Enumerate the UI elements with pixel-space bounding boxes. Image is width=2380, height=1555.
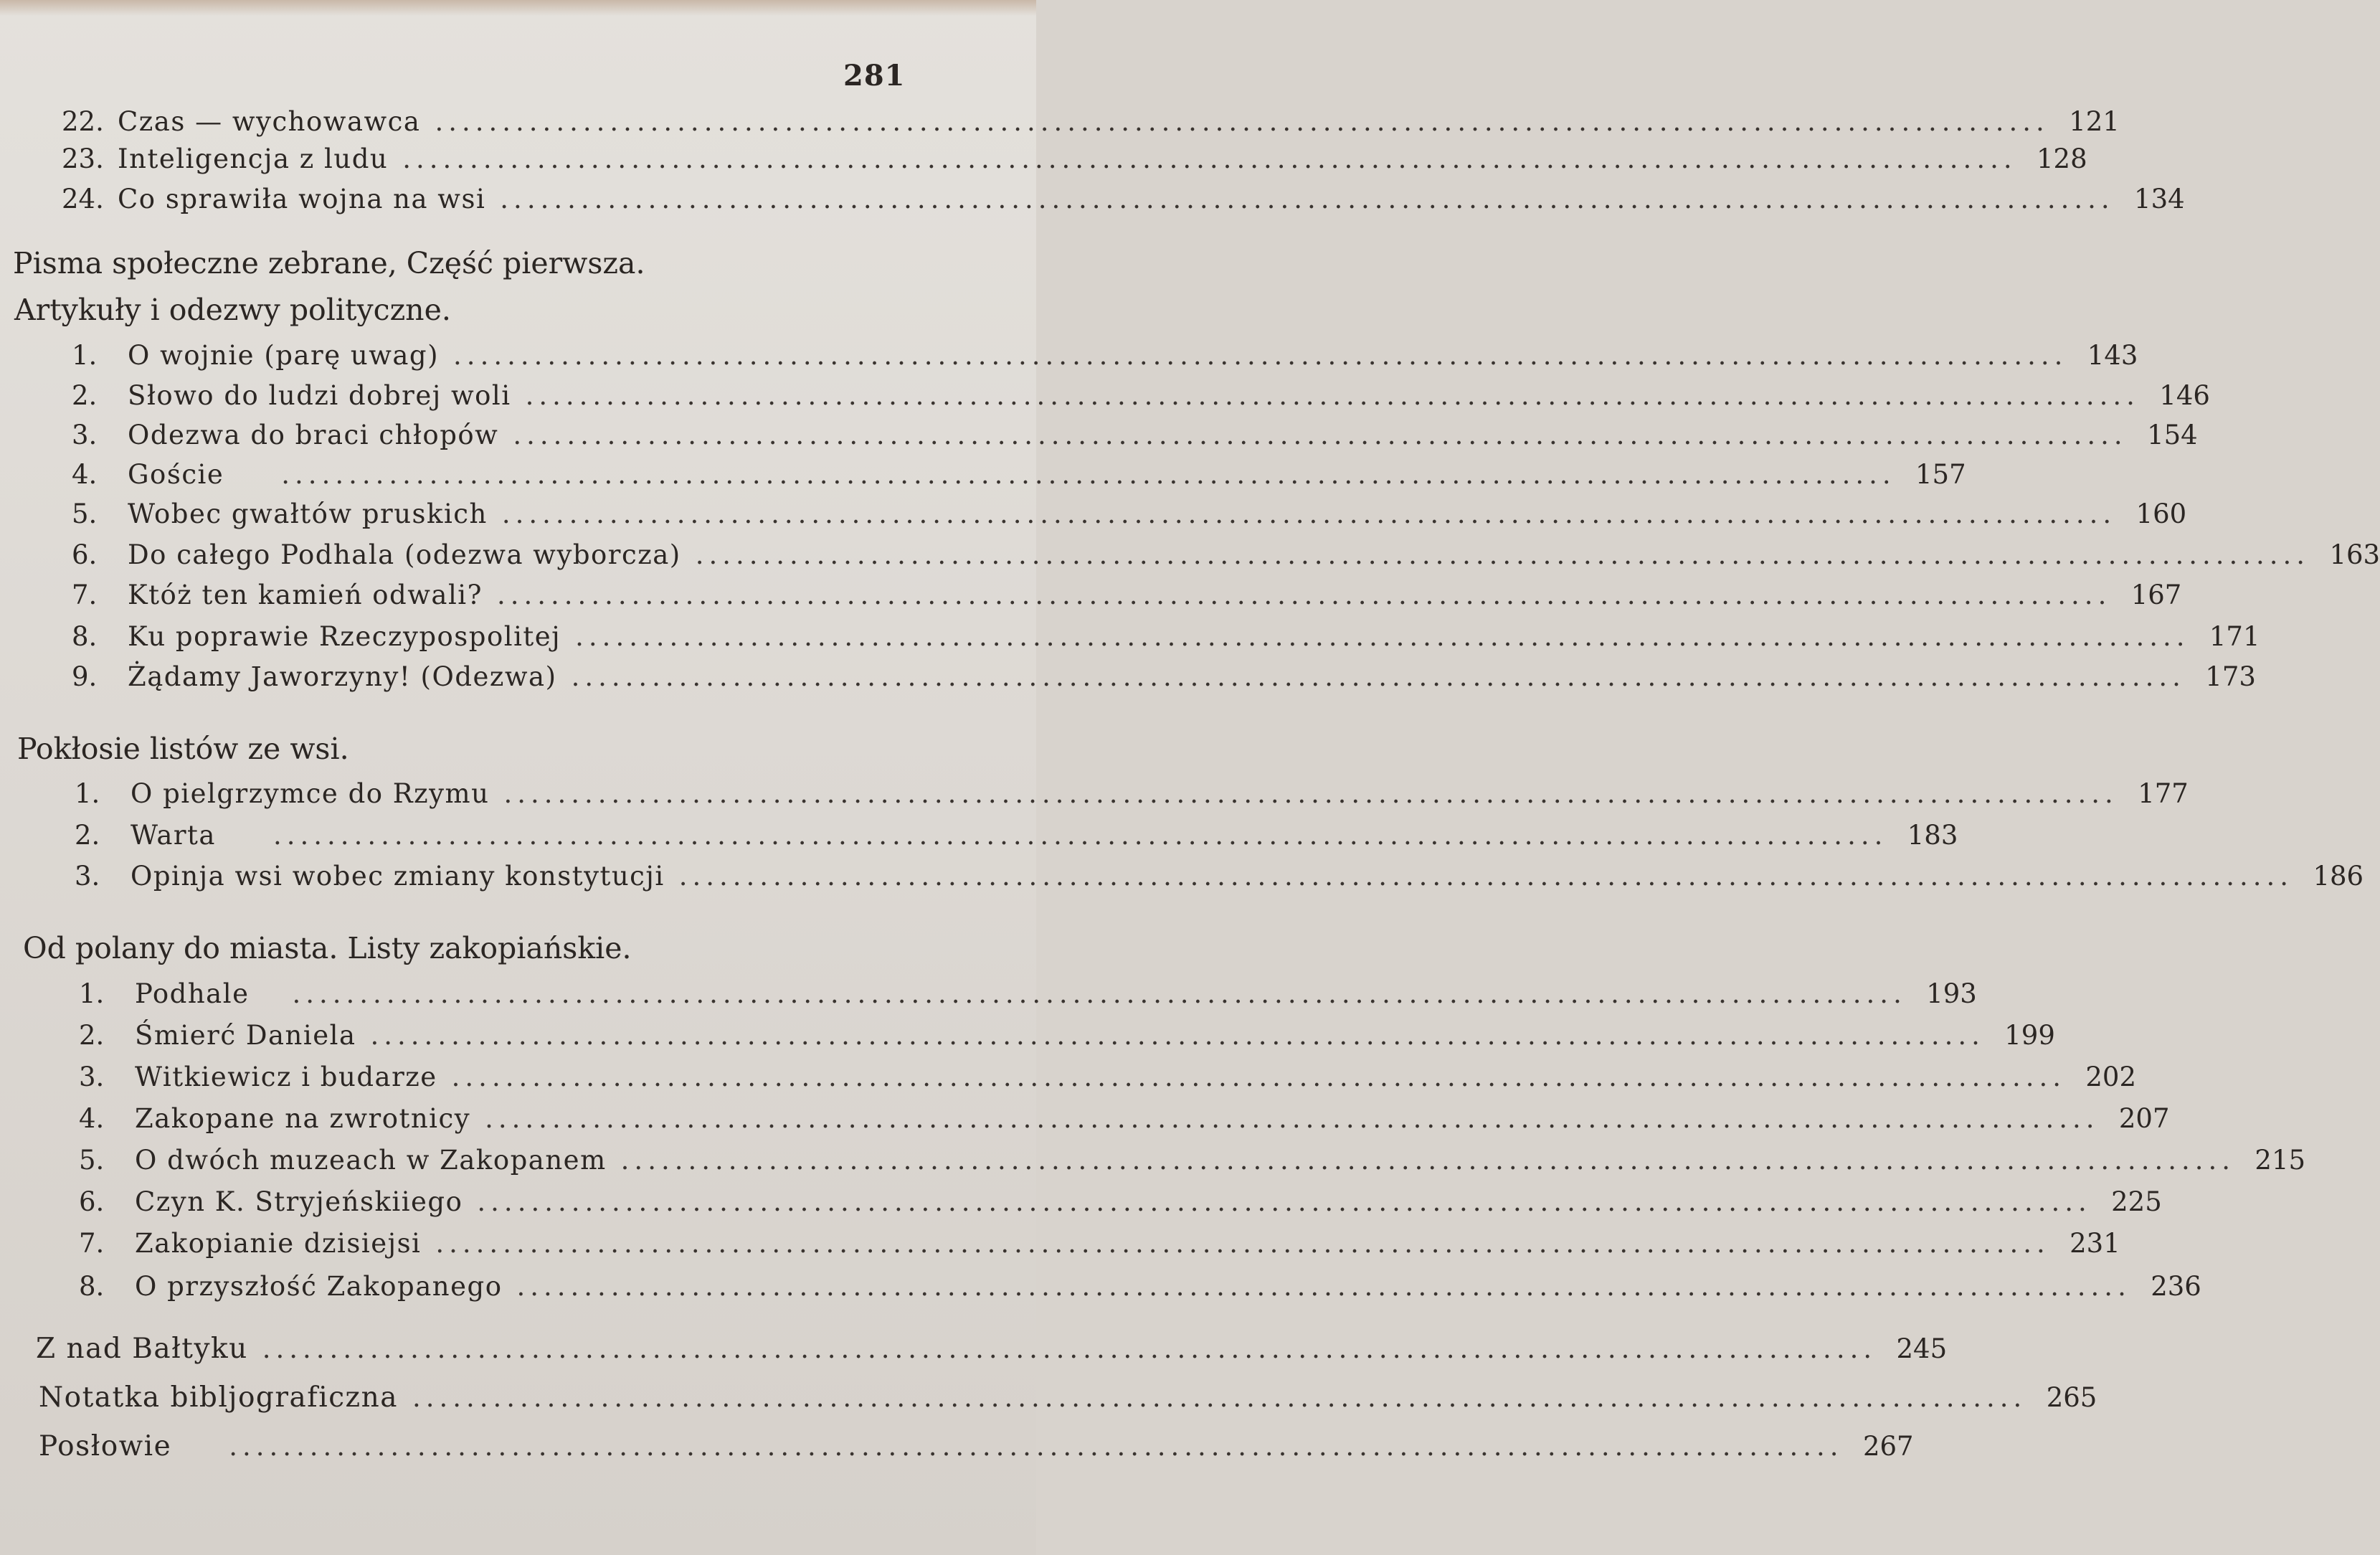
entry-number: 1. (79, 978, 105, 1009)
section-heading: Od polany do miasta. Listy zakopiańskie. (23, 931, 632, 965)
leader-dots: ........................................................................................................................ (516, 1271, 2131, 1302)
entry-number: 7. (79, 1228, 105, 1259)
toc-entry (62, 143, 2087, 179)
toc-entry (72, 340, 2138, 376)
toc-entry (72, 621, 2260, 657)
entry-number: 9. (72, 661, 98, 692)
entry-title: Podhale (135, 978, 250, 1009)
entry-number: 3. (72, 420, 98, 450)
toc-entry (79, 1186, 2162, 1222)
entry-page: 171 (2209, 621, 2260, 652)
entry-number: 2. (72, 380, 98, 411)
entry-title: Słowo do ludzi dobrej woli (128, 380, 511, 411)
entry-number: 6. (72, 539, 98, 570)
entry-title: O wojnie (parę uwag) (128, 340, 440, 371)
leader-dots: ........................................................................................................................ (273, 820, 1888, 851)
leader-dots: ........................................................................................................................ (412, 1382, 2027, 1413)
entry-page: 236 (2151, 1271, 2201, 1302)
entry-title: Czas — wychowawca (118, 106, 421, 137)
toc-entry (62, 184, 2185, 219)
entry-page: 167 (2130, 580, 2182, 610)
toc-entry (72, 580, 2182, 615)
entry-number: 23. (62, 143, 104, 174)
toc-entry (72, 420, 2198, 455)
entry-number: 22. (62, 106, 104, 137)
toc-entry (79, 1103, 2170, 1139)
leader-dots: ........................................................................................................................ (281, 459, 1896, 490)
entry-page: 202 (2085, 1062, 2137, 1092)
toc-entry (39, 1430, 1914, 1466)
entry-number: 1. (75, 778, 100, 809)
leader-dots: ........................................................................................................................ (451, 1062, 2067, 1092)
entry-title: Inteligencja z ludu (118, 143, 389, 174)
entry-number: 2. (79, 1020, 105, 1051)
entry-title: O przyszłość Zakopanego (135, 1271, 503, 1302)
entry-number: 3. (79, 1062, 105, 1092)
entry-title: O dwóch muzeach w Zakopanem (135, 1145, 607, 1176)
entry-number: 24. (62, 184, 104, 214)
entry-page: 231 (2070, 1228, 2120, 1259)
page-number: 281 (843, 59, 906, 93)
entry-page: 183 (1907, 820, 1958, 851)
section-heading: Pisma społeczne zebrane, Część pierwsza. (13, 246, 645, 280)
entry-page: 128 (2036, 143, 2087, 174)
entry-page: 146 (2159, 380, 2210, 411)
entry-title: Śmierć Daniela (135, 1020, 356, 1051)
entry-number: 6. (79, 1186, 105, 1217)
toc-entry (72, 498, 2187, 534)
section-heading: Pokłosie listów ze wsi. (17, 732, 349, 766)
leader-dots: ........................................................................................................................ (571, 661, 2186, 692)
entry-page: 163 (2329, 539, 2380, 570)
entry-page: 177 (2138, 778, 2189, 809)
toc-entry (75, 861, 2364, 897)
entry-title: Do całego Podhala (odezwa wyborcza) (128, 539, 681, 570)
entry-page: 173 (2205, 661, 2256, 692)
entry-page: 199 (2004, 1020, 2055, 1051)
entry-number: 5. (72, 498, 98, 529)
entry-page: 134 (2134, 184, 2185, 214)
toc-entry (72, 539, 2380, 575)
leader-dots: ........................................................................................................................ (229, 1431, 1844, 1462)
entry-title: Goście (128, 459, 224, 490)
entry-number: 4. (72, 459, 98, 490)
entry-number: 8. (79, 1271, 105, 1302)
leader-dots: ........................................................................................................................ (477, 1186, 2092, 1217)
entry-page: 245 (1896, 1333, 1948, 1364)
entry-number: 3. (75, 861, 100, 892)
toc-entry (39, 1381, 2097, 1417)
leader-dots: ........................................................................................................................ (525, 380, 2140, 411)
entry-page: 121 (2069, 106, 2120, 137)
leader-dots: ........................................................................................................................ (435, 1228, 2050, 1259)
entry-title: Warta (131, 820, 216, 851)
page-edge-shadow (0, 0, 1036, 16)
toc-entry (79, 1062, 2137, 1097)
entry-title: Zakopane na zwrotnicy (135, 1103, 471, 1134)
toc-entry (36, 1333, 1948, 1369)
leader-dots: ........................................................................................................................ (513, 420, 2128, 450)
entry-title: Wobec gwałtów pruskich (128, 498, 488, 529)
entry-page: 225 (2111, 1186, 2162, 1217)
entry-title: Żądamy Jaworzyny! (Odezwa) (128, 661, 557, 692)
entry-number: 8. (72, 621, 98, 652)
entry-title: Z nad Bałtyku (36, 1333, 248, 1365)
toc-entry (75, 778, 2189, 814)
toc-entry (72, 380, 2210, 416)
entry-page: 143 (2087, 340, 2138, 371)
leader-dots: ........................................................................................................................ (262, 1333, 1877, 1364)
leader-dots: ........................................................................................................................ (501, 498, 2117, 529)
toc-entry (79, 978, 1977, 1014)
entry-title: Odezwa do braci chłopów (128, 420, 499, 450)
entry-title: Ku poprawie Rzeczypospolitej (128, 621, 561, 652)
entry-title: Posłowie (39, 1430, 172, 1462)
entry-title: Któż ten kamień odwali? (128, 580, 483, 610)
entry-number: 2. (75, 820, 100, 851)
entry-title: O pielgrzymce do Rzymu (131, 778, 490, 809)
entry-page: 157 (1915, 459, 1966, 490)
entry-title: Notatka bibljograficzna (39, 1381, 398, 1414)
entry-page: 193 (1926, 978, 1977, 1009)
toc-entry (79, 1145, 2306, 1181)
entry-number: 5. (79, 1145, 105, 1176)
entry-title: Opinja wsi wobec zmiany konstytucji (131, 861, 665, 892)
leader-dots: ........................................................................................................................ (575, 621, 2190, 652)
entry-page: 265 (2046, 1382, 2097, 1413)
leader-dots: ........................................................................................................................ (620, 1145, 2236, 1176)
toc-entry (79, 1020, 2055, 1056)
entry-number: 4. (79, 1103, 105, 1134)
entry-page: 160 (2135, 498, 2187, 529)
toc-entry (72, 459, 1966, 495)
leader-dots: ........................................................................................................................ (453, 340, 2068, 371)
leader-dots: ........................................................................................................................ (500, 184, 2115, 214)
entry-page: 186 (2313, 861, 2364, 892)
leader-dots: ........................................................................................................................ (503, 778, 2118, 809)
leader-dots: ........................................................................................................................ (678, 861, 2294, 892)
entry-page: 267 (1862, 1431, 1914, 1462)
leader-dots: ........................................................................................................................ (485, 1103, 2100, 1134)
entry-page: 207 (2118, 1103, 2170, 1134)
entry-number: 7. (72, 580, 98, 610)
entry-title: Zakopianie dzisiejsi (135, 1228, 422, 1259)
toc-entry (79, 1271, 2201, 1307)
entry-title: Witkiewicz i budarze (135, 1062, 437, 1092)
toc-entry (79, 1228, 2120, 1264)
entry-number: 1. (72, 340, 98, 371)
leader-dots: ........................................................................................................................ (695, 539, 2310, 570)
leader-dots: ........................................................................................................................ (370, 1020, 1985, 1051)
entry-title: Czyn K. Stryjeńskiiego (135, 1186, 463, 1217)
leader-dots: ........................................................................................................................ (496, 580, 2112, 610)
toc-entry (75, 820, 1958, 856)
leader-dots: ........................................................................................................................ (435, 106, 2049, 137)
toc-entry (62, 106, 2120, 142)
entry-page: 154 (2147, 420, 2198, 450)
section-subheading: Artykuły i odezwy polityczne. (14, 293, 451, 327)
leader-dots: ........................................................................................................................ (402, 143, 2017, 174)
entry-title: Co sprawiła wojna na wsi (118, 184, 486, 214)
leader-dots: ........................................................................................................................ (292, 978, 1907, 1009)
entry-page: 215 (2255, 1145, 2306, 1176)
toc-entry (72, 661, 2256, 697)
